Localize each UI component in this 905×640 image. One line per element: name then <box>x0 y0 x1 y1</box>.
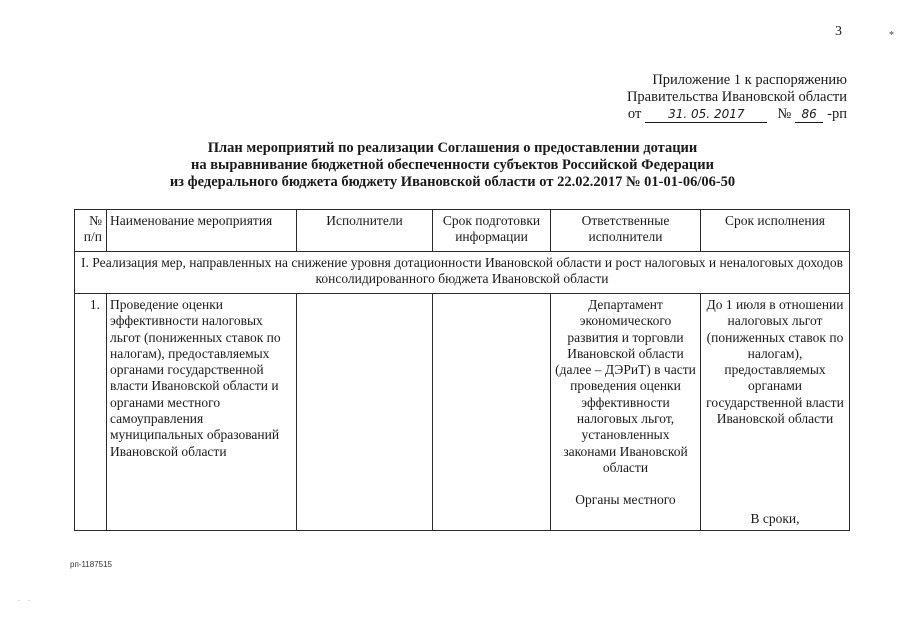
section-row <box>75 252 850 294</box>
scan-marks: . . <box>18 594 33 603</box>
header-num <box>75 210 107 252</box>
handwritten-date: 31. 05. 2017 <box>645 107 767 123</box>
header-num-line-2: п/п <box>83 229 102 245</box>
row-deadline-state: До 1 июля в отношении налоговых льгот (пониженных ставок по налогам), предоставляемых органами государственной власти Ивановской области <box>706 297 844 427</box>
appendix-header <box>627 72 847 123</box>
document-title <box>0 140 905 191</box>
section-heading: I. Реализация мер, направленных на снижение уровня дотационности Ивановской области и рост налоговых и неналоговых доходов консолидированного бюджета Ивановской области <box>75 252 850 294</box>
row-deadline <box>701 294 850 531</box>
header-prep-deadline: Срок подготовки информации <box>433 210 551 252</box>
title-line-1: План мероприятий по реализации Соглашения о предоставлении дотации <box>207 140 698 156</box>
title-line-3: из федерального бюджета бюджету Ивановской области от 22.02.2017 № 01-01-06/06-50 <box>169 174 736 190</box>
row-responsible-dert: Департамент экономического развития и торговли Ивановской области (далее – ДЭРиТ) в части проведения оценки эффективности налоговых льгот, установленных законами Ивановской области <box>555 297 696 475</box>
row-executors <box>297 294 433 531</box>
document-code: рп-1187515 <box>70 560 112 569</box>
appendix-line-1: Приложение 1 к распоряжению <box>652 72 847 88</box>
number-label: № <box>777 106 792 122</box>
table-row <box>75 294 850 531</box>
header-name: Наименование мероприятия <box>107 210 297 252</box>
plan-table <box>74 209 850 531</box>
table-header-row <box>75 210 850 252</box>
title-line-2: на выравнивание бюджетной обеспеченности субъектов Российской Федерации <box>191 157 714 173</box>
appendix-line-2: Правительства Ивановской области <box>626 89 847 105</box>
header-executors: Исполнители <box>297 210 433 252</box>
header-deadline: Срок исполнения <box>701 210 850 252</box>
row-num: 1. <box>75 294 107 531</box>
header-responsible: Ответственные исполнители <box>551 210 701 252</box>
handwritten-number: 86 <box>795 107 823 123</box>
row-deadline-local: В сроки, <box>750 511 800 527</box>
row-responsible <box>551 294 701 531</box>
page-number: 3 <box>835 24 842 39</box>
header-num-line-1: № <box>89 213 102 228</box>
date-prefix: от <box>627 106 642 122</box>
row-prep-deadline <box>433 294 551 531</box>
row-responsible-local: Органы местного <box>575 492 676 508</box>
number-suffix: -рп <box>827 106 847 122</box>
appendix-date-line <box>627 106 847 123</box>
corner-mark: * <box>889 30 894 41</box>
row-name: Проведение оценки эффективности налоговых льгот (пониженных ставок по налогам), предоставляемых органами государственной власти Ивановской области и органами местного самоуправления муниципальных образований Ивановской области <box>107 294 297 531</box>
